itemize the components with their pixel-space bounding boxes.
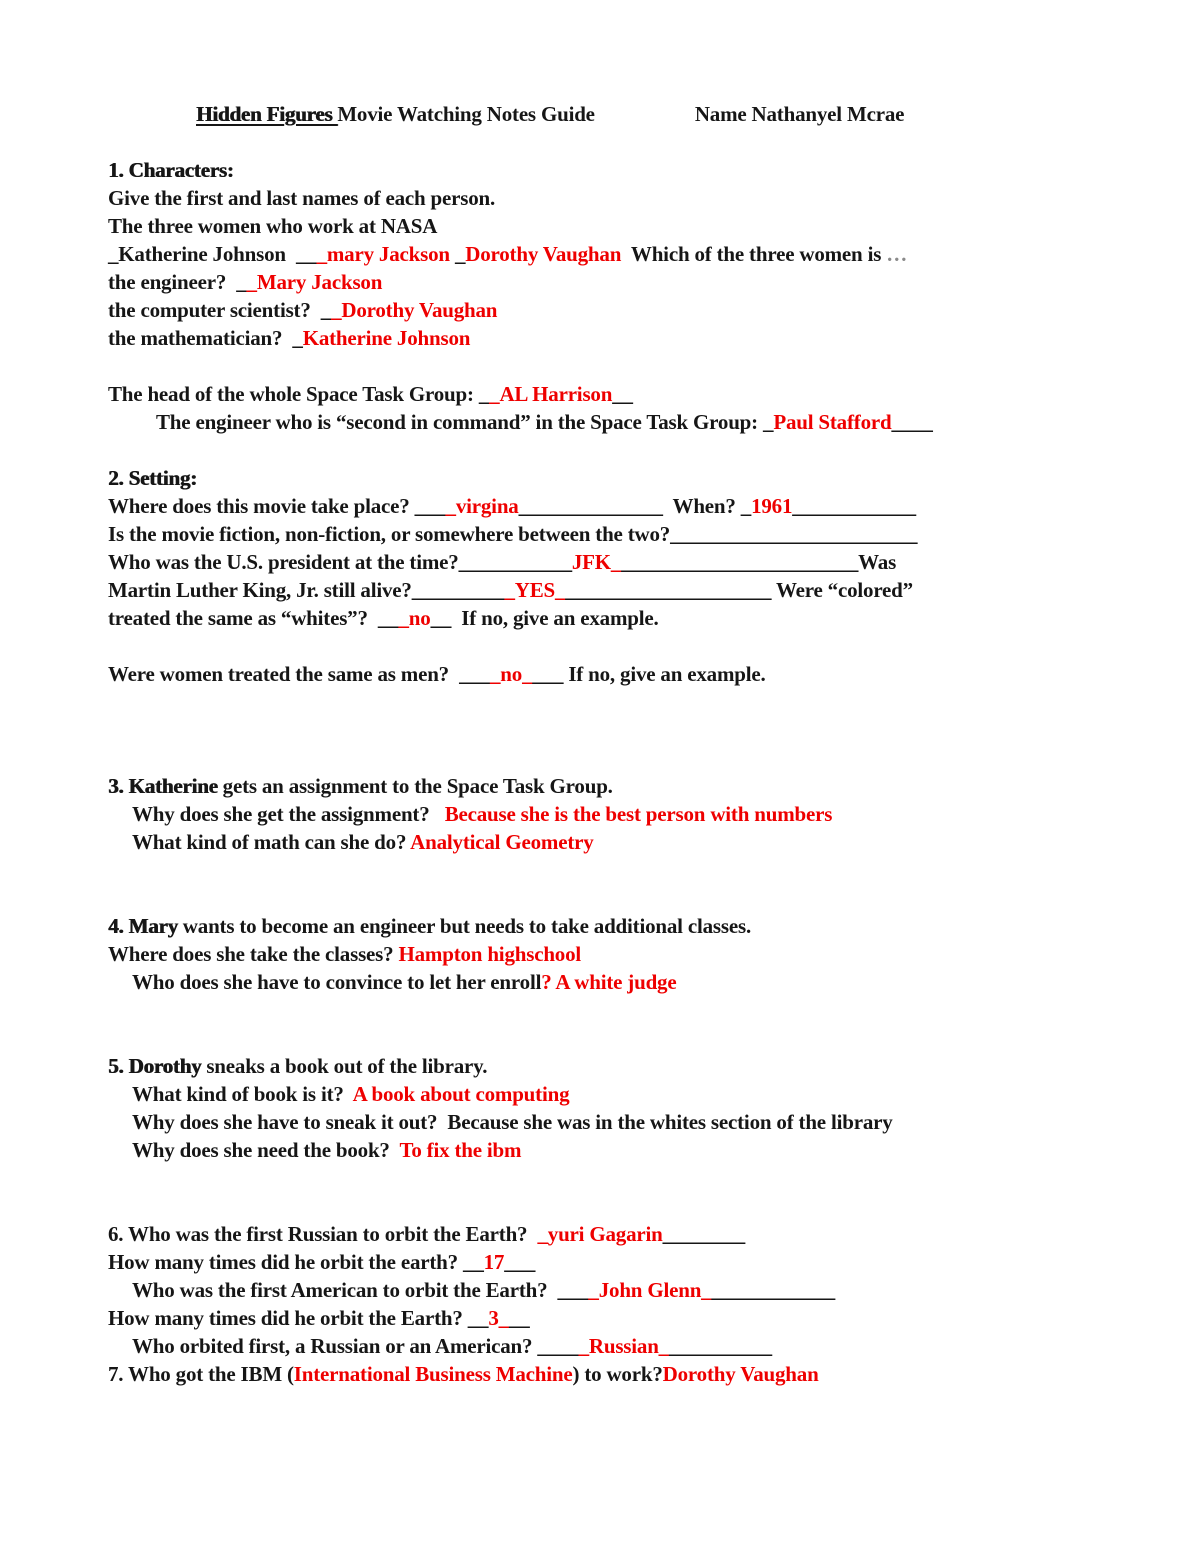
question-text: When? [662, 494, 741, 518]
question-text: _______________________ [621, 550, 859, 574]
question-text: ____________ [792, 494, 916, 518]
question-text: 2. Setting: [108, 466, 197, 490]
question-text: Who was the U.S. president at the time? [108, 550, 459, 574]
answer-text: _ [498, 1306, 509, 1330]
question-text: What kind of math can she do? [132, 830, 411, 854]
question-text: 6. Who was the first Russian to orbit the Earth? [108, 1222, 538, 1246]
doc-line [108, 268, 1092, 296]
answer-text: _Mary Jackson [246, 270, 383, 294]
answer-text: _John Glenn_ [588, 1278, 712, 1302]
doc-line [108, 1332, 1092, 1360]
section-6-heading [108, 1220, 1092, 1248]
question-text: _ [763, 410, 774, 434]
answer-text: 1961 [751, 494, 793, 518]
question-text: ________ [662, 1222, 746, 1246]
question-text: ) to work? [572, 1362, 663, 1386]
question-text: the engineer? [108, 270, 237, 294]
question-text: Where does she take the classes? [108, 942, 399, 966]
doc-line [108, 968, 1092, 996]
question-text: 5. Dorothy [108, 1054, 202, 1078]
answer-text: Katherine Johnson [302, 326, 471, 350]
answer-text: Paul Stafford [773, 410, 892, 434]
question-text: Why does she have to sneak it out? Because she was in the whites section of the library [132, 1110, 893, 1134]
question-text: _ [478, 382, 490, 406]
doc-line [108, 604, 1092, 632]
answer-text: To fix the ibm [399, 1138, 522, 1162]
doc-line [108, 296, 1092, 324]
question-text: The engineer who is “second in command” in the Space Task Group: [156, 410, 763, 434]
answer-text: ? A white judge [541, 970, 677, 994]
question-text: The three women who work at NASA [108, 214, 438, 238]
question-text: gets an assignment to the Space Task Group. [217, 774, 613, 798]
doc-line [108, 408, 1092, 436]
question-text: How many times did he orbit the Earth? [108, 1306, 468, 1330]
section-5-heading [108, 1052, 1092, 1080]
section-3-heading [108, 772, 1092, 800]
answer-text: _Dorothy Vaughan [331, 298, 498, 322]
answer-text: _no [398, 606, 431, 630]
question-text: ____________ [711, 1278, 836, 1302]
question-text: If no, give an example. [451, 606, 659, 630]
section-4-heading [108, 912, 1092, 940]
answer-text: _no_ [489, 662, 533, 686]
question-text: The head of the whole Space Task Group: [108, 382, 479, 406]
answer-text: _YES_ [504, 578, 566, 602]
answer-text: 17 [483, 1250, 505, 1274]
question-text: Why does she need the book? [132, 1138, 400, 1162]
question-text: 4. Mary [108, 914, 178, 938]
question-text: __ [463, 1250, 484, 1274]
answer-text: Dorothy Vaughan [465, 242, 622, 266]
question-text: How many times did he orbit the earth? [108, 1250, 464, 1274]
answer-text: 3 [488, 1306, 499, 1330]
doc-line [108, 660, 1092, 688]
question-text: 7. Who got the IBM ( [108, 1362, 294, 1386]
question-text: _________ [411, 578, 505, 602]
question-text: ____ [537, 1334, 579, 1358]
doc-subtitle: Movie Watching Notes Guide [337, 102, 595, 126]
section-heading-setting [108, 464, 1092, 492]
title-line [108, 100, 1092, 128]
question-text: the computer scientist? [108, 298, 321, 322]
answer-text: Hampton highschool [398, 942, 582, 966]
question-text: ___ [504, 1250, 536, 1274]
question-text: 3. Katherine [108, 774, 218, 798]
question-text: Martin Luther King, Jr. still alive? [108, 578, 412, 602]
answer-text: _mary Jackson [316, 242, 455, 266]
answer-text: _virgina [445, 494, 519, 518]
answer-text: Dorothy Vaughan [662, 1362, 819, 1386]
doc-line [108, 828, 1092, 856]
question-text: _ [292, 326, 303, 350]
answer-text: International Business Machine [293, 1362, 573, 1386]
doc-line [108, 240, 1092, 268]
question-text: _ [320, 298, 332, 322]
question-text: ______________ [518, 494, 663, 518]
question-text: Who was the first American to orbit the Earth? [132, 1278, 558, 1302]
question-text: Were women treated the same as men? [108, 662, 460, 686]
answer-text: _AL Harrison [489, 382, 613, 406]
question-text: Why does she get the assignment? [132, 802, 445, 826]
question-text: ________________________ [670, 522, 918, 546]
ellipsis: … [886, 242, 908, 266]
doc-line [108, 520, 1092, 548]
doc-line [108, 1248, 1092, 1276]
question-text: __ [377, 606, 399, 630]
question-text: _ [236, 270, 247, 294]
question-text: __ [508, 1306, 530, 1330]
answer-text: Analytical Geometry [410, 830, 594, 854]
section-7-heading [108, 1360, 1092, 1388]
doc-line [108, 1276, 1092, 1304]
question-text: __ [430, 606, 452, 630]
answer-text: _Russian_ [578, 1334, 669, 1358]
question-text: If no, give an example. [563, 662, 766, 686]
doc-line [108, 940, 1092, 968]
doc-line [108, 1136, 1092, 1164]
answer-text: _yuri Gagarin [537, 1222, 663, 1246]
doc-title: Hidden Figures [196, 102, 338, 126]
doc-line [108, 800, 1092, 828]
doc-line [108, 184, 1092, 212]
question-text: __ [467, 1306, 489, 1330]
question-text: __________ [668, 1334, 772, 1358]
doc-line [108, 1108, 1092, 1136]
doc-line [108, 380, 1092, 408]
question-text: sneaks a book out of the library. [201, 1054, 488, 1078]
question-text: ___ [414, 494, 446, 518]
doc-line [108, 1304, 1092, 1332]
question-text: ____________________ [565, 578, 772, 602]
question-text: treated the same as “whites”? [108, 606, 378, 630]
doc-line [108, 212, 1092, 240]
question-text: Was [858, 550, 897, 574]
question-text: wants to become an engineer but needs to take additional classes. [177, 914, 752, 938]
question-text: _ [454, 242, 466, 266]
question-text: 1. Characters: [108, 158, 234, 182]
question-text: Which of the three women is [621, 242, 887, 266]
question-text: Who orbited first, a Russian or an American? [132, 1334, 538, 1358]
question-text: ___________ [458, 550, 572, 574]
question-text: the mathematician? [108, 326, 293, 350]
question-text: ___ [557, 1278, 589, 1302]
doc-line [108, 1080, 1092, 1108]
question-text: Where does this movie take place? [108, 494, 415, 518]
question-text: ___ [459, 662, 490, 686]
question-text: Who does she have to convince to let her enroll [132, 970, 542, 994]
doc-line [108, 492, 1092, 520]
section-heading-characters [108, 156, 1092, 184]
doc-line [108, 324, 1092, 352]
answer-text: A book about computing [352, 1082, 570, 1106]
answer-text: JFK_ [571, 550, 622, 574]
question-text: _Katherine Johnson [108, 242, 296, 266]
question-text: What kind of book is it? [132, 1082, 353, 1106]
question-text: ____ [891, 410, 933, 434]
question-text: Give the first and last names of each person. [108, 186, 496, 210]
student-name: Name Nathanyel Mcrae [694, 102, 905, 126]
doc-line [108, 576, 1092, 604]
answer-text: Because she is the best person with numbers [444, 802, 833, 826]
question-text: Were “colored” [771, 578, 913, 602]
question-text: ___ [532, 662, 564, 686]
question-text: Is the movie fiction, non-fiction, or somewhere between the two? [108, 522, 671, 546]
question-text: __ [295, 242, 317, 266]
question-text: _ [740, 494, 752, 518]
question-text: __ [612, 382, 633, 406]
doc-line [108, 548, 1092, 576]
